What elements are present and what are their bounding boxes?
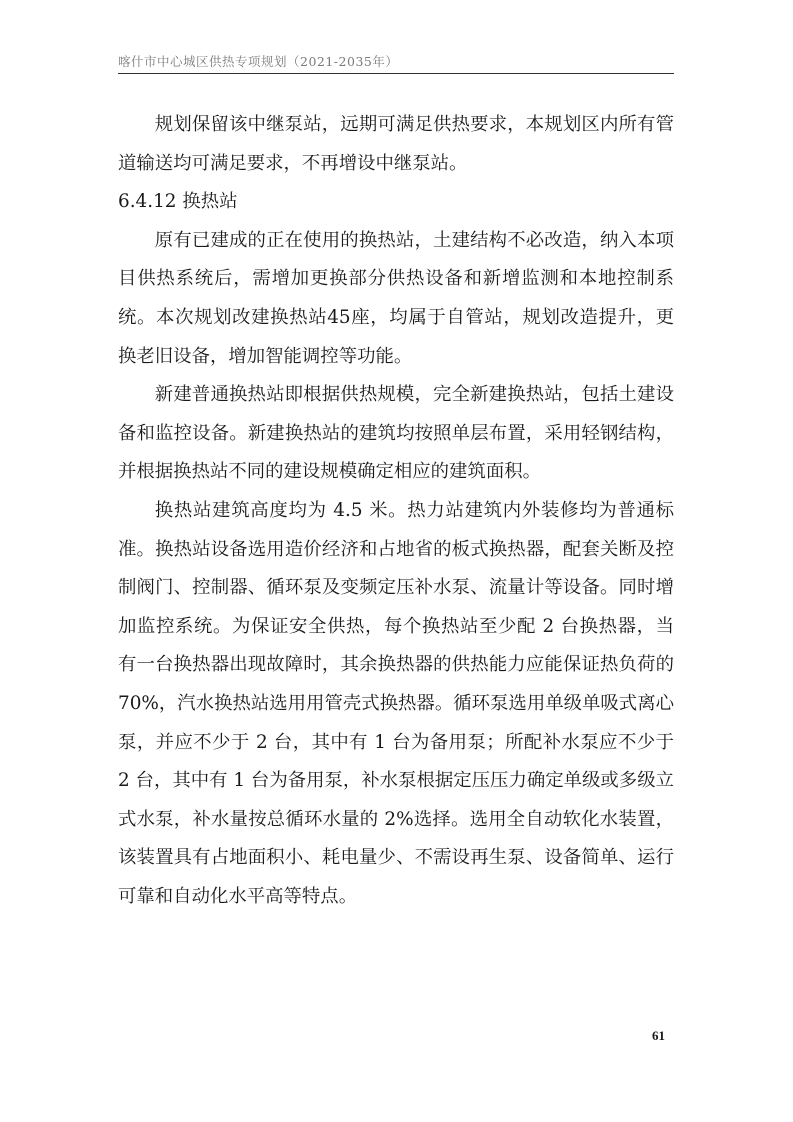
document-body xyxy=(118,106,674,916)
section-heading: 6.4.12 换热站 xyxy=(118,191,238,213)
page-number: 61 xyxy=(652,1028,665,1043)
running-header: 喀什市中心城区供热专项规划（2021-2035年） xyxy=(118,54,399,69)
paragraph-relay-pump: 规划保留该中继泵站，远期可满足供热要求，本规划区内所有管道输送均可满足要求，不再增设中继泵站。 xyxy=(118,114,674,174)
paragraph-station-equipment: 换热站建筑高度均为 4.5 米。热力站建筑内外装修均为普通标准。换热站设备选用造价经济和占地省的板式换热器，配套关断及控制阀门、控制器、循环泵及变频定压补水泵、流量计等设备。同时增加监控系统。为保证安全供热，每个换热站至少配 2 台换热器，当有一台换热器出现故障时，其余换热器的供热能力应能保证热负荷的70%，汽水换热站选用用管壳式换热器。循环泵选用单级单吸式离心泵，并应不少于 2 台，其中有 1 台为备用泵；所配补水泵应不少于 2 台，其中有 1 台为备用泵，补水泵根据定压压力确定单级或多级立式水泵，补水量按总循环水量的 2%选择。选用全自动软化水装置，该装置具有占地面积小、耗电量少、不需设再生泵、设备简单、运行可靠和自动化水平高等特点。 xyxy=(118,499,674,907)
paragraph-new-stations: 新建普通换热站即根据供热规模，完全新建换热站，包括土建设备和监控设备。新建换热站的建筑均按照单层布置，采用轻钢结构，并根据换热站不同的建设规模确定相应的建筑面积。 xyxy=(118,384,674,483)
paragraph-existing-stations: 原有已建成的正在使用的换热站，土建结构不必改造，纳入本项目供热系统后，需增加更换部分供热设备和新增监测和本地控制系统。本次规划改建换热站45座，均属于自管站，规划改造提升，更换老旧设备，增加智能调控等功能。 xyxy=(118,229,674,367)
header-divider xyxy=(118,73,674,74)
